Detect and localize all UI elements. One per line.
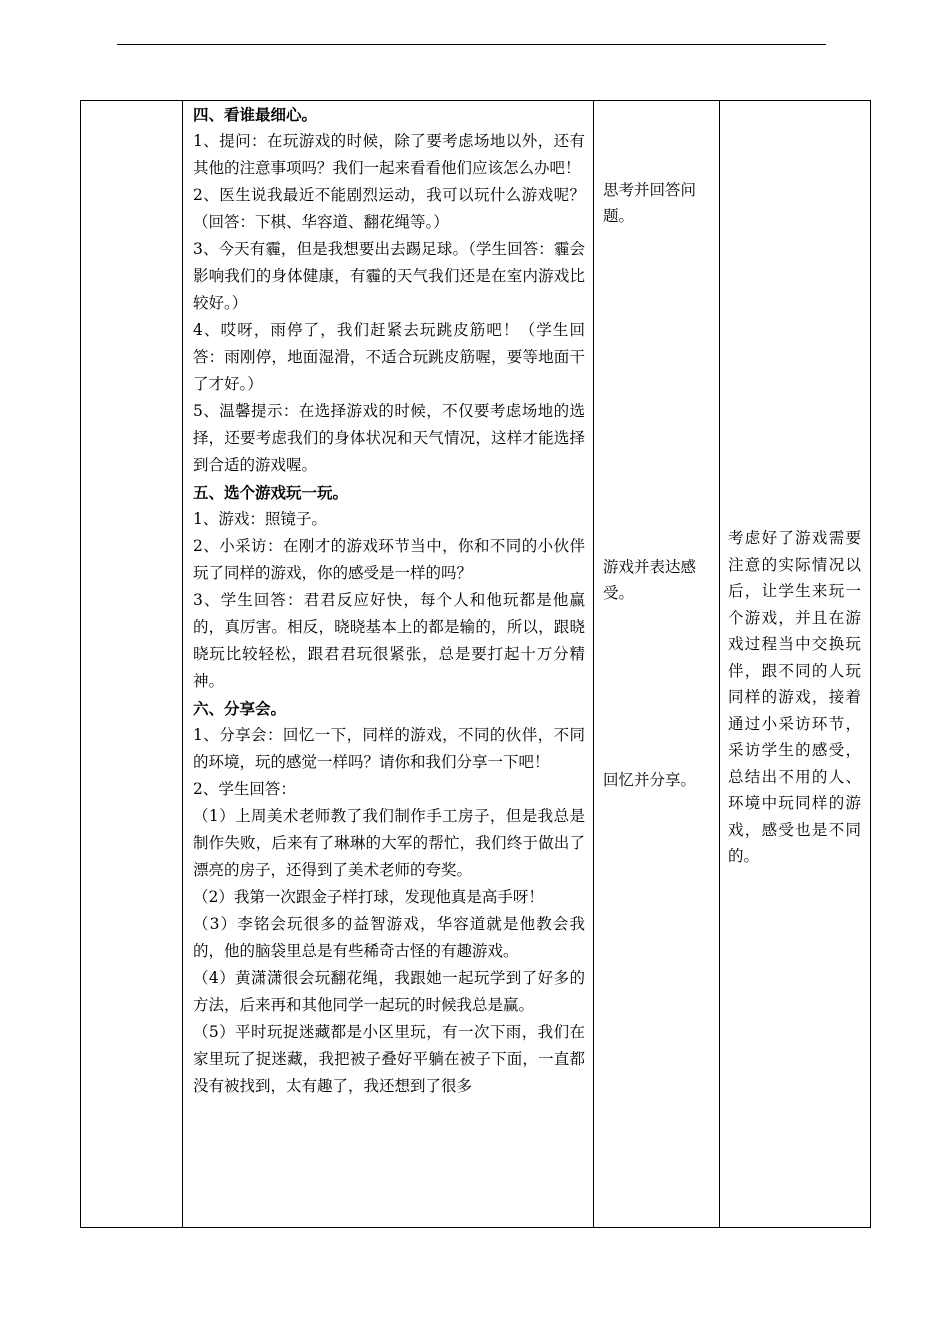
student-activity: 回忆并分享。 [603, 771, 697, 789]
stage-cell [81, 101, 183, 1228]
section-heading: 四、看谁最细心。 [193, 105, 318, 124]
content-item: 1、游戏：照镜子。 [193, 510, 327, 528]
content-item: 1、提问：在玩游戏的时候，除了要考虑场地以外，还有其他的注意事项吗？我们一起来看看他们应该怎么办吧！ [193, 132, 585, 177]
content-item: （4）黄潇潇很会玩翻花绳，我跟她一起玩学到了好多的方法，后来再和其他同学一起玩的时候我总是赢。 [193, 969, 585, 1014]
content-item: （1）上周美术老师教了我们制作手工房子，但是我总是制作失败，后来有了琳琳的大军的帮忙，我们终于做出了漂亮的房子，还得到了美术老师的夸奖。 [193, 807, 585, 879]
content-item: 5、温馨提示：在选择游戏的时候，不仅要考虑场地的选择，还要考虑我们的身体状况和天气情况，这样才能选择到合适的游戏喔。 [193, 402, 585, 474]
student-activity: 游戏并表达感受。 [603, 558, 697, 602]
content-item: （2）我第一次跟金子样打球，发现他真是高手呀！ [193, 888, 544, 906]
content-item: 2、医生说我最近不能剧烈运动，我可以玩什么游戏呢？（回答：下棋、华容道、翻花绳等。） [193, 186, 585, 231]
table-row [81, 101, 871, 1228]
teaching-content-cell [183, 101, 594, 1228]
content-item: 3、学生回答：君君反应好快，每个人和他玩都是他赢的，真厉害。相反，晓晓基本上的都是输的，所以，跟晓晓玩比较轻松，跟君君玩很紧张，总是要打起十万分精神。 [193, 591, 585, 690]
lesson-plan-table [80, 100, 871, 1228]
content-item: 2、学生回答： [193, 780, 296, 798]
content-item: （5）平时玩捉迷藏都是小区里玩，有一次下雨，我们在家里玩了捉迷藏，我把被子叠好平躺在被子下面，一直都没有被找到，太有趣了，我还想到了很多 [193, 1023, 585, 1095]
section-heading: 五、选个游戏玩一玩。 [193, 483, 349, 502]
content-item: 3、今天有霾，但是我想要出去踢足球。（学生回答：霾会影响我们的身体健康，有霾的天气我们还是在室内游戏比较好。） [193, 240, 585, 312]
design-intent-cell [720, 101, 871, 1228]
content-item: 1、分享会：回忆一下，同样的游戏，不同的伙伴，不同的环境，玩的感觉一样吗？请你和我们分享一下吧！ [193, 726, 585, 771]
section-heading: 六、分享会。 [193, 699, 287, 718]
design-note: 考虑好了游戏需要注意的实际情况以后，让学生来玩一个游戏，并且在游戏过程当中交换玩伴，跟不同的人玩同样的游戏，接着通过小采访环节，采访学生的感受，总结出不用的人、环境中玩同样的游戏，感受也是不同的。 [728, 529, 861, 865]
student-activity: 思考并回答问题。 [603, 181, 697, 225]
header-rule [117, 44, 826, 45]
content-item: 4、哎呀，雨停了，我们赶紧去玩跳皮筋吧！（学生回答：雨刚停，地面湿滑，不适合玩跳皮筋喔，要等地面干了才好。） [193, 321, 585, 393]
content-item: 2、小采访：在刚才的游戏环节当中，你和不同的小伙伴玩了同样的游戏，你的感受是一样的吗？ [193, 537, 585, 582]
student-activity-cell [594, 101, 720, 1228]
content-item: （3）李铭会玩很多的益智游戏，华容道就是他教会我的，他的脑袋里总是有些稀奇古怪的有趣游戏。 [193, 915, 585, 960]
